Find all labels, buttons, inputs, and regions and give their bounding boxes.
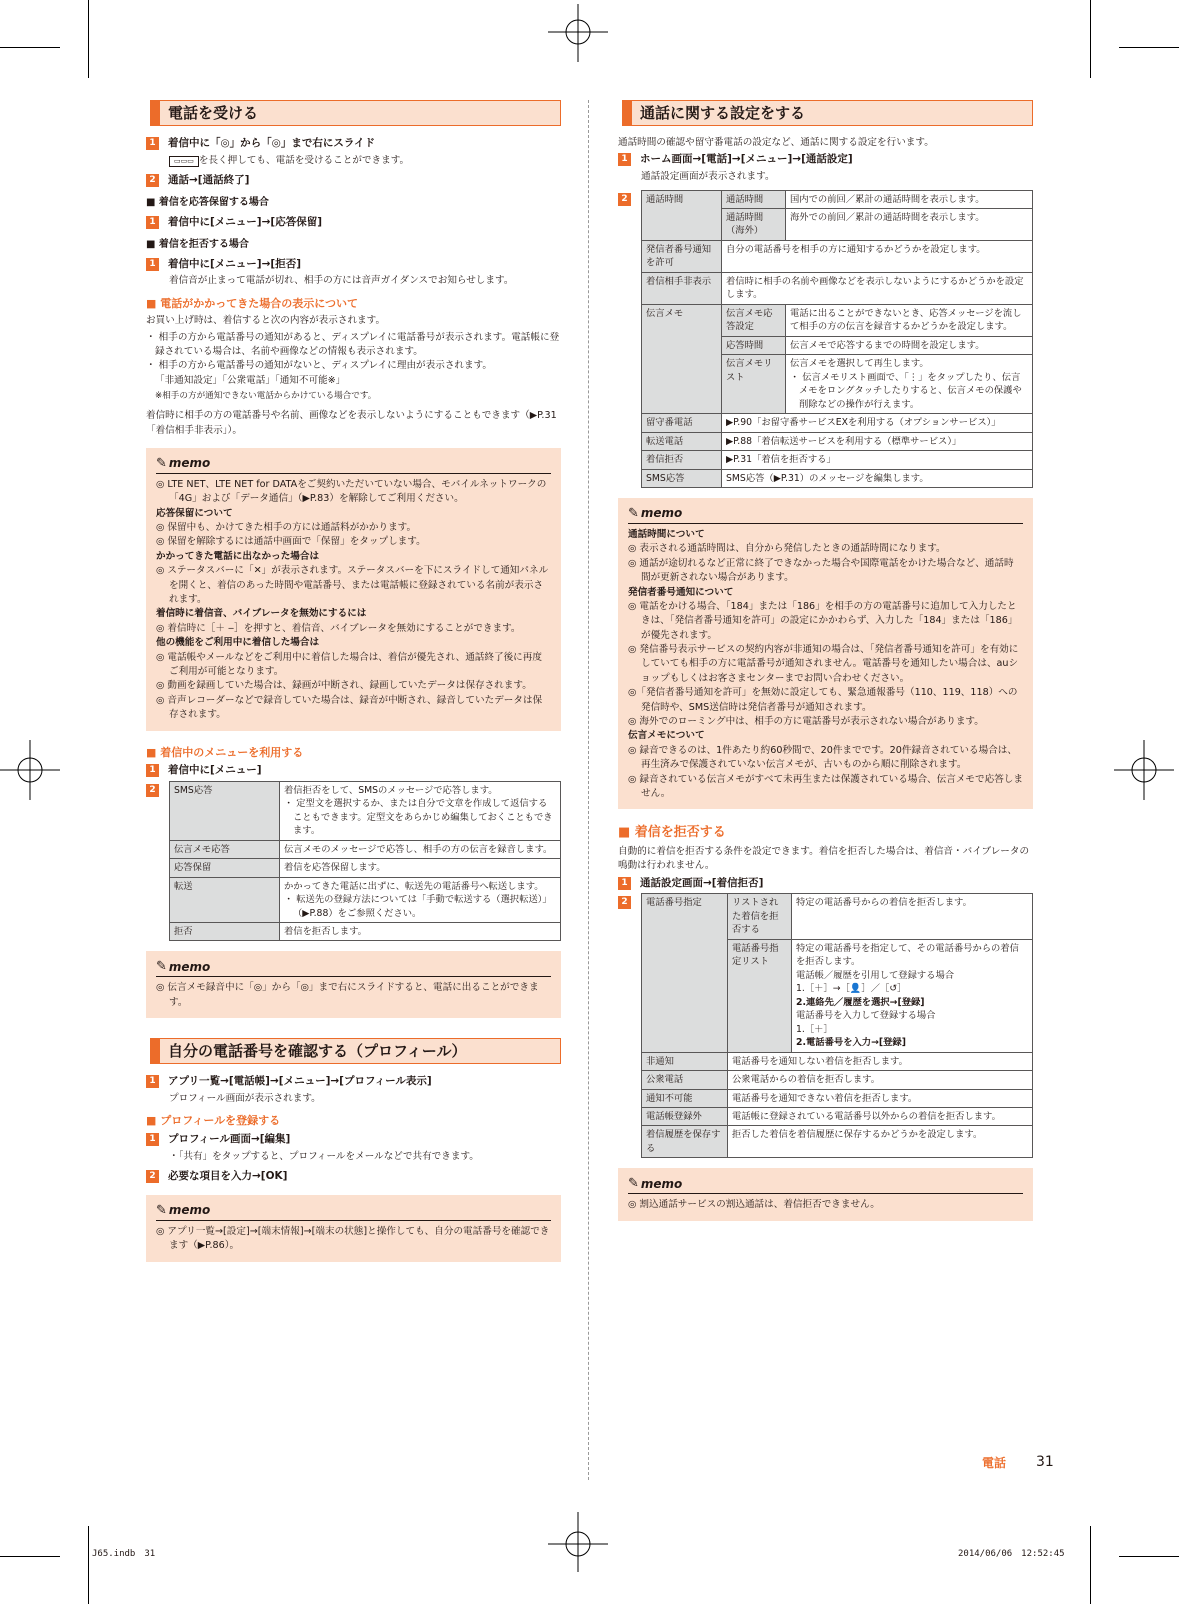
memo-item: ◎ 着信時に［＋ ‒］を押すと、着信音、バイブレータを無効にすることができます。 <box>156 622 521 634</box>
table-key: 電話番号指定 <box>642 894 728 1052</box>
table-value-text: 伝言メモのメッセージで応答し、相手の方の伝言を録音します。 <box>284 843 553 855</box>
crop-mark <box>0 47 60 48</box>
step-number: 2 <box>146 174 159 187</box>
table-key: 通話時間 <box>642 190 722 240</box>
memo-header <box>156 957 551 977</box>
memo-item: ◎「発信者番号通知を許可」を無効に設定しても、緊急通報番号（110、119、118）への発信時や、SMS送信時は発信者番号が通知されます。 <box>628 687 1018 713</box>
table-value: 伝言メモで応答するまでの時間を設定します。 <box>786 336 1033 354</box>
crop-mark <box>88 1526 89 1604</box>
table-subkey: 伝言メモリスト <box>722 355 786 414</box>
step <box>618 876 1033 892</box>
crop-mark <box>1119 47 1179 48</box>
page-number: 31 <box>1036 1454 1054 1470</box>
step-title: 着信中に[メニュー]→[拒否] <box>168 257 301 270</box>
subheading: ■ 着信を拒否する場合 <box>146 238 249 250</box>
step <box>146 257 561 273</box>
memo-item: ◎ ステータスバーに「✕」が表示されます。ステータスバーを下にスライドして通知パネルを開くと、着信のあった時間や電話番号、または電話帳に登録されている名前が表示されます。 <box>156 565 549 606</box>
memo-box <box>618 498 1033 809</box>
table-value-text: 1.［＋］→［👤］／［↺］ <box>796 983 907 995</box>
table-key: 着信拒否 <box>642 451 722 469</box>
pen-icon: ✎ <box>156 959 167 975</box>
table-row <box>170 923 561 941</box>
memo-item: ◎ 動画を録画していた場合は、録画が中断され、録画していたデータは保存されます。 <box>156 680 532 692</box>
table-value-text: 着信を拒否します。 <box>284 926 367 938</box>
table-key: SMS応答 <box>642 469 722 487</box>
table-row <box>642 1126 1033 1158</box>
table-row <box>642 451 1033 469</box>
step-number: 1 <box>146 216 159 229</box>
registration-mark-bottom <box>548 1512 608 1572</box>
right-column <box>618 100 1033 1235</box>
table-row <box>642 414 1033 432</box>
table-key: 通知不可能 <box>642 1089 728 1107</box>
section-title-text: 通話に関する設定をする <box>640 104 806 122</box>
step-title: 着信中に[メニュー] <box>168 764 262 777</box>
table-value-text: 電話番号を入力して登録する場合 <box>796 1010 936 1022</box>
table-value-bullet: ・ 定型文を選択するか、または自分で文章を作成して返信することもできます。定型文をあらかじめ編集しておくこともできます。 <box>284 798 553 837</box>
table-row <box>170 859 561 877</box>
memo-item: ◎ 録音されている伝言メモがすべて未再生または保護されている場合、伝言メモで応答しません。 <box>628 773 1023 799</box>
step <box>146 763 561 779</box>
table-subkey: 電話番号指定リスト <box>728 939 792 1052</box>
step <box>146 1132 561 1148</box>
crop-mark <box>1090 1526 1091 1604</box>
table-value: 拒否した着信を着信履歴に保存するかどうかを設定します。 <box>728 1126 1033 1158</box>
orange-heading: ■ プロフィールを登録する <box>146 1114 281 1128</box>
memo-box <box>618 1168 1033 1220</box>
footer-category: 電話 <box>982 1456 1007 1470</box>
memo-heading: 発信者番号通知について <box>628 586 734 598</box>
table-value: ▶P.88「着信転送サービスを利用する（標準サービス）」 <box>722 432 1033 450</box>
table-value: ▶P.90「お留守番サービスEXを利用する（オプションサービス）」 <box>722 414 1033 432</box>
call-settings-table <box>641 190 1033 488</box>
step-title: プロフィール画面→[編集] <box>168 1132 291 1145</box>
table-value-text: 着信拒否をして、SMSのメッセージで応答します。 <box>284 784 498 796</box>
table-value: ▶P.31「着信を拒否する」 <box>722 451 1033 469</box>
memo-item: ◎ 割込通話サービスの割込通話は、着信拒否できません。 <box>628 1199 880 1211</box>
table-value-text: 伝言メモを選択して再生します。 <box>790 358 929 370</box>
memo-header <box>628 504 1023 524</box>
step-desc: 通話設定画面が表示されます。 <box>641 171 775 183</box>
table-value-text: 2.電話番号を入力→[登録] <box>796 1037 906 1049</box>
table-row <box>642 1052 1033 1070</box>
memo-item: ◎ 保留中も、かけてきた相手の方には通話料がかかります。 <box>156 522 417 534</box>
table-value: 電話番号を通知しない着信を拒否します。 <box>728 1052 1033 1070</box>
memo-label: memo <box>168 959 211 974</box>
step <box>146 173 561 189</box>
table-value: SMS応答（▶P.31）のメッセージを編集します。 <box>722 469 1033 487</box>
step-table-wrap <box>618 190 1033 488</box>
step-title: 着信中に[メニュー]→[応答保留] <box>168 215 322 228</box>
table-row <box>642 304 1033 336</box>
orange-heading: ■ 電話がかかってきた場合の表示について <box>146 296 359 310</box>
memo-box <box>146 1195 561 1262</box>
table-value-text: 1.［＋］ <box>796 1023 833 1035</box>
paragraph: 自動的に着信を拒否する条件を設定できます。着信を拒否した場合は、着信音・バイブレータの鳴動は行われません。 <box>618 845 1030 872</box>
table-value: 電話に出ることができないとき、応答メッセージを流して相手の方の伝言を録音するかどうかを設定します。 <box>786 304 1033 336</box>
step-number: 1 <box>618 153 631 166</box>
crop-mark <box>1090 0 1091 78</box>
table-value: 着信時に相手の名前や画像などを表示しないようにするかどうかを設定します。 <box>722 272 1033 304</box>
section-title-text: 電話を受ける <box>168 104 259 122</box>
table-value: 特定の電話番号からの着信を拒否します。 <box>792 894 1033 939</box>
memo-item: ◎ 電話帳やメールなどをご利用中に着信した場合は、着信が優先され、通話終了後に再度ご利用が可能となります。 <box>156 651 542 677</box>
section-title-text: 自分の電話番号を確認する（プロフィール） <box>168 1042 467 1061</box>
table-key: 着信相手非表示 <box>642 272 722 304</box>
memo-item: ◎ 電話をかける場合、「184」または「186」を相手の方の電話番号に追加して入力したときは、「発信者番号通知を許可」の設定にかかわらず、入力した「184」または「186」が優先されます。 <box>628 600 1018 641</box>
paragraph: 「非通知設定」「公衆電話」「通知不可能※」 <box>155 374 346 386</box>
table-key: SMS応答 <box>170 781 280 840</box>
step-title: 着信中に「◎」から「◎」まで右にスライド <box>168 137 376 149</box>
table-row <box>642 1107 1033 1125</box>
paragraph: 着信時に相手の方の電話番号や名前、画像などを表示しないようにすることもできます（▶P.31「着信相手非表示」）。 <box>146 410 557 436</box>
paragraph: 通話時間の確認や留守番電話の設定など、通話に関する設定を行います。 <box>618 137 934 148</box>
pen-icon: ✎ <box>156 455 167 471</box>
step <box>618 152 1033 168</box>
print-slug-file: J65.indb 31 <box>92 1549 156 1559</box>
crop-mark <box>88 0 89 78</box>
table-value <box>280 877 561 922</box>
table-row <box>642 1071 1033 1089</box>
side-key-icon: ▭▭▭ <box>169 156 199 167</box>
crop-mark <box>1119 1556 1179 1557</box>
memo-item: ◎ 保留を解除するには通話中画面で「保留」をタップします。 <box>156 536 426 548</box>
step-table-wrap <box>618 893 1033 1158</box>
table-subkey: リストされた着信を拒否する <box>728 894 792 939</box>
step <box>146 1074 561 1090</box>
table-key: 伝言メモ <box>642 304 722 413</box>
table-value <box>786 355 1033 414</box>
table-row <box>642 469 1033 487</box>
memo-label: memo <box>640 1176 683 1191</box>
step-number: 2 <box>618 896 631 909</box>
table-row <box>642 240 1033 272</box>
pen-icon: ✎ <box>628 505 639 521</box>
table-value: 海外での前回／累計の通話時間を表示します。 <box>786 209 1033 241</box>
table-key: 転送 <box>170 877 280 922</box>
incall-menu-table <box>169 781 561 942</box>
memo-item: ◎ 通話が途切れるなど正常に終了できなかった場合や国際電話をかけた場合など、通話時間が更新されない場合があります。 <box>628 557 1014 584</box>
table-value-text: 電話帳／履歴を引用して登録する場合 <box>796 969 955 981</box>
step-title: ホーム画面→[電話]→[メニュー]→[通話設定] <box>640 153 853 166</box>
step-desc <box>146 154 561 168</box>
memo-heading: 他の機能をご利用中に着信した場合は <box>156 637 320 649</box>
memo-item: ◎ 発信番号表示サービスの契約内容が非通知の場合は、「発信者番号通知を許可」を有効にしていても相手の方に電話番号が通知されません。電話番号を通知したい場合は、auショップもしくはお客さまセンターまでお問い合わせください。 <box>628 644 1019 684</box>
memo-item: ◎ LTE NET、LTE NET for DATAをご契約いただいていない場合、モバイルネットワークの「4G」および「データ通信」（▶P.83）を解除してご利用ください。 <box>156 478 547 505</box>
registration-mark-right <box>1114 740 1174 800</box>
table-row <box>642 190 1033 208</box>
memo-heading: 通話時間について <box>628 528 705 540</box>
table-value: 自分の電話番号を相手の方に通知するかどうかを設定します。 <box>722 240 1033 272</box>
bullet: ・ 相手の方から電話番号の通知がないと、ディスプレイに理由が表示されます。 <box>146 360 493 372</box>
table-value-bullet: ・ 転送先の登録方法については「手動で転送する（選択転送）」（▶P.88）をご参照ください。 <box>284 894 552 919</box>
table-key: 伝言メモ応答 <box>170 840 280 858</box>
step-number: 1 <box>146 258 159 271</box>
table-key: 拒否 <box>170 923 280 941</box>
left-column <box>146 100 561 1276</box>
memo-box <box>146 448 561 731</box>
memo-header <box>628 1174 1023 1194</box>
crop-mark <box>0 1556 60 1557</box>
table-key: 非通知 <box>642 1052 728 1070</box>
table-row <box>642 894 1033 939</box>
step-title: 通話設定画面→[着信拒否] <box>640 876 764 889</box>
memo-heading: 着信時に着信音、バイブレータを無効にするには <box>156 608 367 620</box>
step-number: 1 <box>146 137 159 150</box>
memo-heading: 応答保留について <box>156 507 233 519</box>
column-divider <box>588 100 589 1480</box>
table-key: 応答保留 <box>170 859 280 877</box>
table-subkey: 応答時間 <box>722 336 786 354</box>
step-title: 必要な項目を入力→[OK] <box>168 1170 288 1183</box>
step-desc: プロフィール画面が表示されます。 <box>169 1093 321 1105</box>
table-subkey: 通話時間 <box>722 190 786 208</box>
step <box>146 1169 561 1185</box>
table-value <box>280 859 561 877</box>
table-key: 転送電話 <box>642 432 722 450</box>
table-value-bullet: ・ 伝言メモリスト画面で、「⋮」をタップしたり、伝言メモをロングタッチしたりすると、伝言メモの保護や削除などの操作が行えます。 <box>790 371 1022 410</box>
table-value <box>280 923 561 941</box>
table-key: 電話帳登録外 <box>642 1107 728 1125</box>
step-table-wrap <box>146 781 561 942</box>
memo-heading: 伝言メモについて <box>628 730 705 742</box>
memo-label: memo <box>168 1203 211 1218</box>
step <box>146 215 561 231</box>
section-title-call-settings <box>618 100 1033 126</box>
memo-item: ◎ 海外でのローミング中は、相手の方に電話番号が表示されない場合があります。 <box>628 716 984 728</box>
step-number: 1 <box>146 1133 159 1146</box>
subheading: ■ 着信を応答保留する場合 <box>146 196 269 208</box>
pen-icon: ✎ <box>628 1176 639 1192</box>
step-desc: ・「共有」をタップすると、プロフィールをメールなどで共有できます。 <box>169 1150 479 1162</box>
step-number: 1 <box>146 1075 159 1088</box>
table-row <box>642 432 1033 450</box>
step-number: 2 <box>146 1170 159 1183</box>
step-number: 1 <box>618 877 631 890</box>
table-key: 発信者番号通知を許可 <box>642 240 722 272</box>
registration-mark-top <box>548 4 608 64</box>
table-row <box>642 272 1033 304</box>
table-row <box>170 781 561 840</box>
table-key: 着信履歴を保存する <box>642 1126 728 1158</box>
table-row <box>170 877 561 922</box>
memo-heading: かかってきた電話に出なかった場合は <box>156 550 320 562</box>
bullet: ・ 相手の方から電話番号の通知があると、ディスプレイに電話番号が表示されます。電話帳に登録されている場合は、名前や画像などの情報も表示されます。 <box>146 331 560 358</box>
section-title-answer <box>146 100 561 126</box>
memo-box <box>146 951 561 1018</box>
memo-item: ◎ 伝言メモ録音中に「◎」から「◎」まで右にスライドすると、電話に出ることができます。 <box>156 982 539 1008</box>
table-value: 電話帳に登録されている電話番号以外からの着信を拒否します。 <box>728 1107 1033 1125</box>
table-subkey: 伝言メモ応答設定 <box>722 304 786 336</box>
table-value-text: 着信を応答保留します。 <box>284 862 386 874</box>
memo-header <box>156 454 551 474</box>
registration-mark-left <box>0 740 60 800</box>
step-number: 2 <box>146 784 159 797</box>
table-value: 電話番号を通知できない着信を拒否します。 <box>728 1089 1033 1107</box>
note: ※相手の方が通知できない電話からかけている場合です。 <box>155 391 377 402</box>
table-subkey: 通話時間（海外） <box>722 209 786 241</box>
table-value <box>280 840 561 858</box>
table-value <box>792 939 1033 1052</box>
memo-item: ◎ 録音できるのは、1件あたり約60秒間で、20件までです。20件録音されている場合は、再生済みで保護されていない伝言メモが、古いものから順に削除されます。 <box>628 744 1017 771</box>
step-number: 2 <box>618 193 631 206</box>
pen-icon: ✎ <box>156 1202 167 1218</box>
table-key: 留守番電話 <box>642 414 722 432</box>
step-number: 1 <box>146 764 159 777</box>
memo-item: ◎ 表示される通話時間は、自分から発信したときの通話時間になります。 <box>628 543 946 555</box>
paragraph: お買い上げ時は、着信すると次の内容が表示されます。 <box>146 315 386 327</box>
table-value <box>280 781 561 840</box>
table-value: 国内での前回／累計の通話時間を表示します。 <box>786 190 1033 208</box>
section-title-profile <box>146 1038 561 1064</box>
table-value: 公衆電話からの着信を拒否します。 <box>728 1071 1033 1089</box>
memo-label: memo <box>168 456 211 471</box>
print-slug-date: 2014/06/06 12:52:45 <box>958 1549 1065 1559</box>
table-row <box>170 840 561 858</box>
orange-heading: ■ 着信を拒否する <box>618 825 726 841</box>
table-value-text: かかってきた電話に出ずに、転送先の電話番号へ転送します。 <box>284 880 544 892</box>
step-title: 通話→[通話終了] <box>168 174 250 187</box>
memo-label: memo <box>640 506 683 521</box>
orange-heading: ■ 着信中のメニューを利用する <box>146 745 304 759</box>
table-value-text: 2.連絡先／履歴を選択→[登録] <box>796 996 925 1008</box>
step <box>146 136 561 152</box>
memo-item: ◎ アプリ一覧→[設定]→[端末情報]→[端末の状態]と操作しても、自分の電話番号を確認できます（▶P.86）。 <box>156 1225 550 1252</box>
step-title: アプリ一覧→[電話帳]→[メニュー]→[プロフィール表示] <box>168 1075 432 1088</box>
table-row <box>642 1089 1033 1107</box>
table-key: 公衆電話 <box>642 1071 728 1089</box>
call-reject-table <box>641 893 1033 1158</box>
memo-item: ◎ 音声レコーダーなどで録音していた場合は、録音が中断され、録音していたデータは保存されます。 <box>156 694 543 721</box>
memo-header <box>156 1201 551 1221</box>
table-value-text: 特定の電話番号を指定して、その電話番号からの着信を拒否します。 <box>796 942 1019 968</box>
step-desc-text: を長く押しても、電話を受けることができます。 <box>198 154 410 166</box>
step-desc: 着信音が止まって電話が切れ、相手の方には音声ガイダンスでお知らせします。 <box>169 275 514 287</box>
